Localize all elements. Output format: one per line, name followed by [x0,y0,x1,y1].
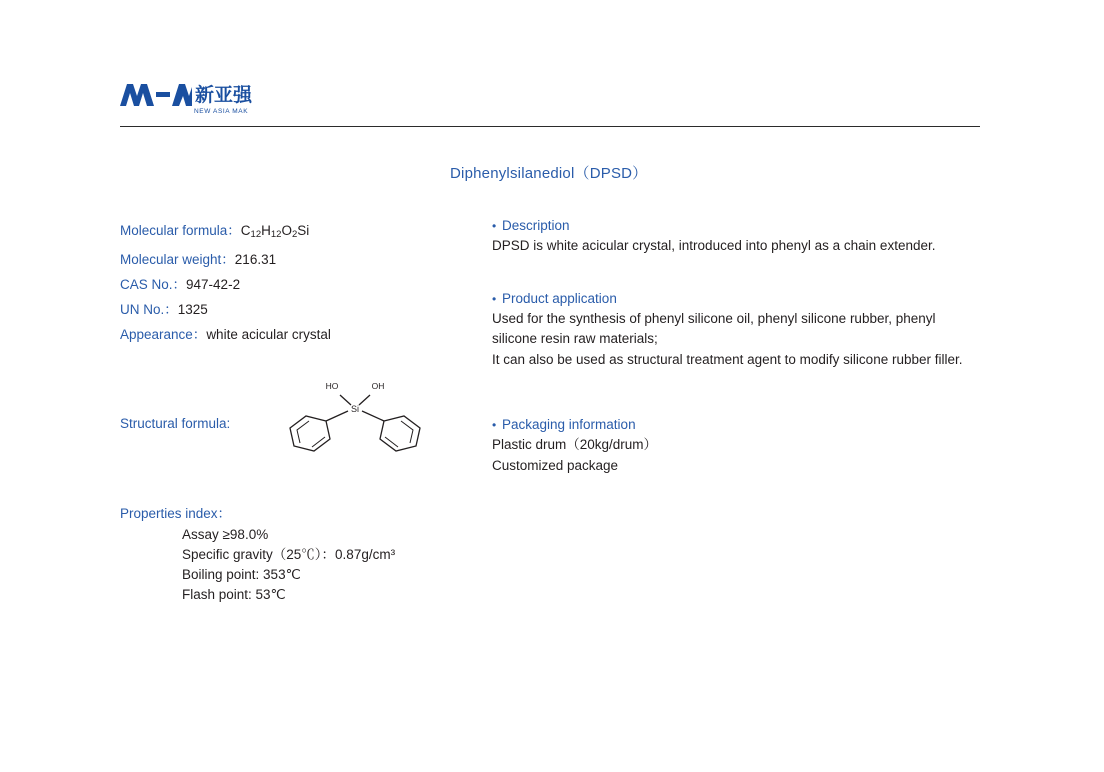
un-number-value: 1325 [177,302,208,317]
packaging-text-2: Customized package [492,457,619,473]
company-logo [120,84,253,115]
list-item: Flash point: 53℃ [182,587,286,602]
bullet-icon: • [492,219,497,233]
molecular-formula-value: $C_{12}H_{12}O_2Si$ [240,223,310,240]
logo-chinese-text: 新亚强 [195,84,253,106]
application-body [492,309,982,371]
header-divider [120,126,980,127]
structural-formula-label: Structural formula: [120,416,231,431]
properties-index-block [120,503,540,605]
packaging-heading-label: Packaging information [502,417,636,432]
appearance-value: white acicular crystal [206,327,331,342]
description-body [492,236,982,257]
molecular-formula-label: Molecular formula： [120,223,241,238]
molecular-weight-value: 216.31 [234,252,277,267]
product-details-column [492,216,982,497]
un-number-row [120,297,460,322]
un-number-label: UN No.： [120,302,178,317]
application-heading-label: Product application [502,290,617,306]
description-section [492,216,982,257]
structural-formula-block [120,375,460,485]
application-text-2: It can also be used as structural treatment agent to modify silicone rubber filler. [492,351,963,367]
packaging-section [492,415,982,476]
list-item: Assay ≥98.0% [182,527,269,542]
svg-text:HO: HO [325,381,339,391]
description-heading-label: Description [502,218,570,233]
logo-subtitle: NEW ASIA MAK [194,108,249,115]
packaging-heading [492,415,982,435]
application-section [492,289,982,371]
application-text-1: Used for the synthesis of phenyl silicone oil, phenyl silicone rubber, phenyl silicone resin raw materials; [492,310,936,346]
packaging-text-1: Plastic drum（20kg/drum） [492,437,658,452]
molecular-weight-row [120,247,460,272]
packaging-body [492,435,982,476]
product-properties-list [120,218,460,347]
molecular-weight-label: Molecular weight： [120,252,235,267]
list-item: Specific gravity（25℃）：0.87g/cm³ [182,547,396,562]
structural-formula-diagram [260,375,450,480]
description-text: DPSD is white acicular crystal, introduced into phenyl as a chain extender. [492,238,936,253]
cas-number-label: CAS No.： [120,277,187,292]
svg-text:OH: OH [371,381,385,391]
description-heading [492,216,982,236]
appearance-label: Appearance： [120,327,207,342]
list-item: Boiling point: 353℃ [182,567,301,582]
bullet-icon: • [492,291,497,306]
svg-text:Si: Si [350,404,360,414]
molecular-formula-row [120,218,460,247]
application-heading [492,289,982,309]
properties-index-list [120,525,540,605]
cas-number-row [120,272,460,297]
document-header [120,84,980,132]
page-title: Diphenylsilanediol（DPSD） [450,165,648,182]
cas-number-value: 947-42-2 [186,277,241,292]
properties-index-label: Properties index： [120,506,232,521]
appearance-row [120,322,460,347]
logo-mark-icon [120,84,192,106]
bullet-icon: • [492,418,497,432]
